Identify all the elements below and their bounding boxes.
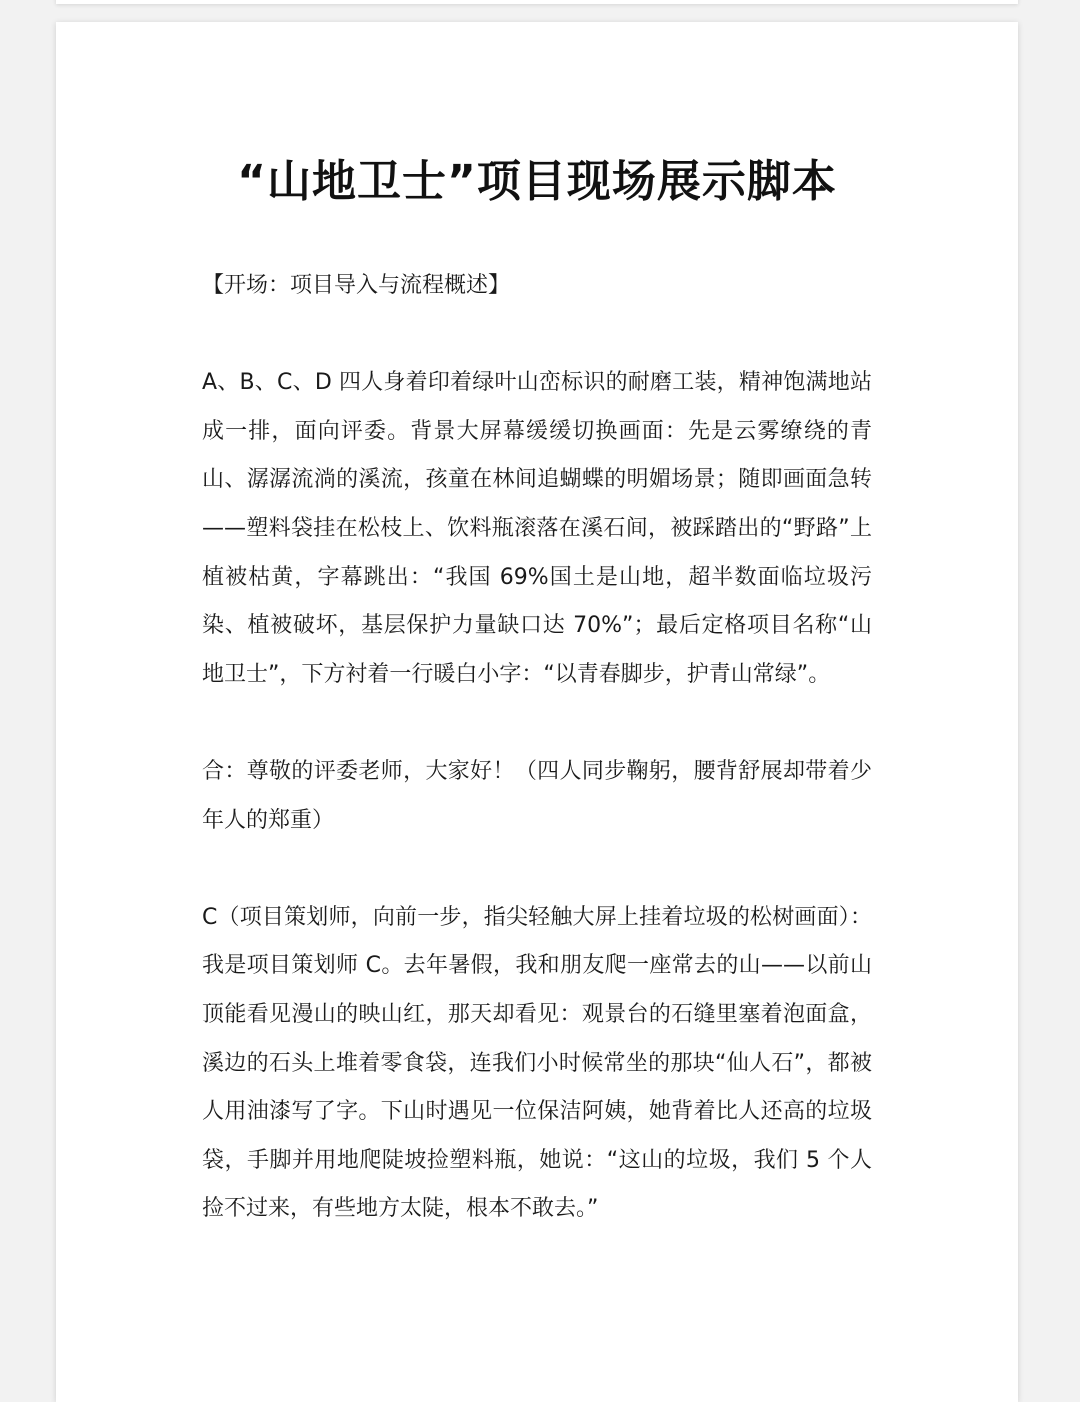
section-heading: 【开场：项目导入与流程概述】: [202, 273, 511, 298]
document-title: “山地卫士”项目现场展示脚本: [237, 156, 837, 207]
paragraph-planner-c: C（项目策划师，向前一步，指尖轻触大屏上挂着垃圾的松树画面）：我是项目策划师 C。去年暑假，我和朋友爬一座常去的山——以前山顶能看见漫山的映山红，那天却看见：观景台的石缝里塞着泡面盒，溪边的石头上堆着零食袋，连我们小时候常坐的那块“仙人石”，都被人用油漆写了字。下山时遇见一位保洁阿姨，她背着比人还高的垃圾袋，手脚并用地爬陡坡捡塑料瓶，她说：“这山的垃圾，我们 5 个人捡不过来，有些地方太陡，根本不敢去。”: [202, 904, 872, 1222]
paragraph-greeting: 合：尊敬的评委老师，大家好！（四人同步鞠躬，腰背舒展却带着少年人的郑重）: [202, 758, 872, 833]
previous-page-edge: [56, 0, 1018, 4]
document-body: [202, 262, 872, 1282]
document-page: [56, 22, 1018, 1402]
paragraph-opening-scene: A、B、C、D 四人身着印着绿叶山峦标识的耐磨工装，精神饱满地站成一排，面向评委。背景大屏幕缓缓切换画面：先是云雾缭绕的青山、潺潺流淌的溪流，孩童在林间追蝴蝶的明媚场景；随即画面急转——塑料袋挂在松枝上、饮料瓶滚落在溪石间，被踩踏出的“野路”上植被枯黄，字幕跳出：“我国 69%国土是山地，超半数面临垃圾污染、植被破坏，基层保护力量缺口达 70%”；最后定格项目名称“山地卫士”，下方衬着一行暖白小字：“以青春脚步，护青山常绿”。: [202, 370, 872, 687]
